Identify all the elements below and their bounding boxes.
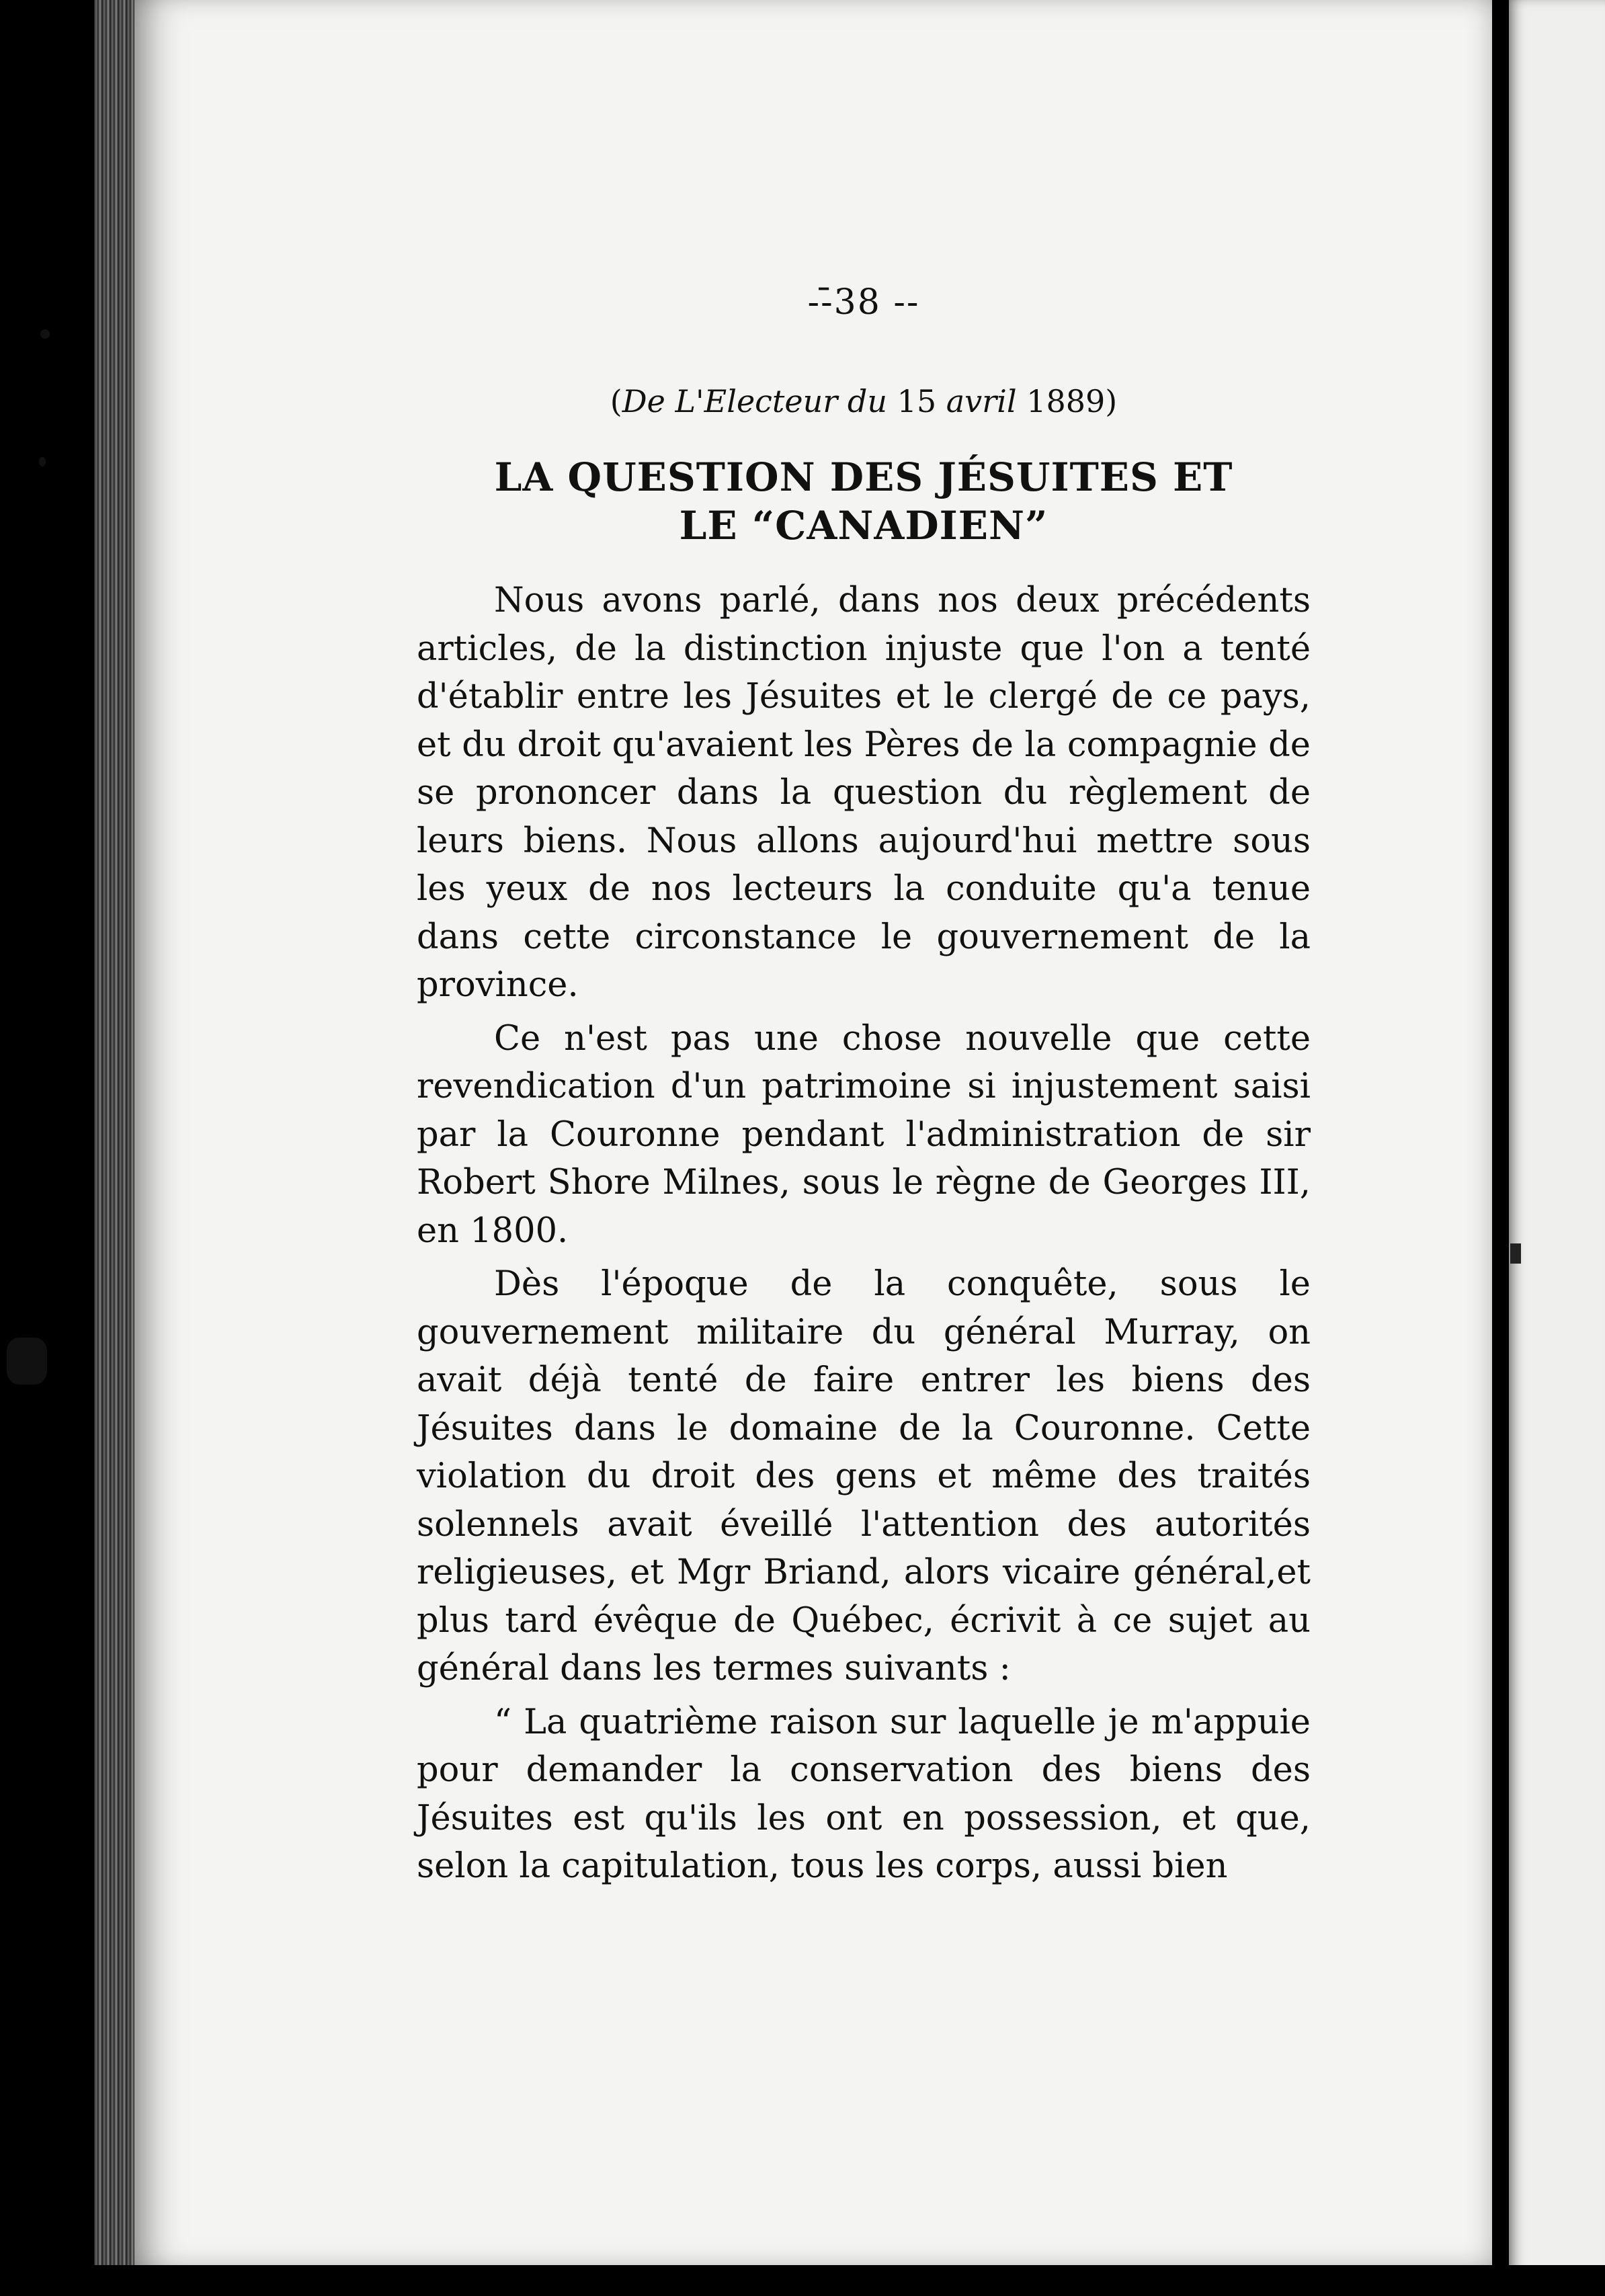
- page-number: --̄38 --: [807, 282, 920, 323]
- article-title-line-1: LA QUESTION DES JÉSUITES ET: [494, 454, 1233, 500]
- adjacent-page: [1509, 0, 1605, 2296]
- scan-speck: [39, 457, 46, 466]
- scan-speck: [40, 329, 50, 339]
- scan-speck: [7, 1338, 47, 1385]
- article-title-line-2: LE “CANADIEN”: [679, 503, 1048, 548]
- page-content: [417, 282, 1311, 1891]
- paragraph-3: Dès l'époque de la conquête, sous le gouvernement militaire du général Murray, on avait déjà tenté de faire entrer les biens des Jésuites dans le domaine de la Couronne. Cette violation du droit des gens et même des traités solennels avait éveillé l'attention des autorités religieuses, et Mgr Briand, alors vicaire général,et plus tard évêque de Québec, écrivit à ce sujet au général dans les termes suivants :: [417, 1264, 1311, 1688]
- article-title: [417, 453, 1311, 550]
- quoted-letter: “ La quatrième raison sur laquelle je m'appuie pour demander la conservation des biens des Jésuites est qu'ils les ont en possession, et que, selon la capitulation, tous les corps, aussi bien: [417, 1702, 1311, 1886]
- paragraph-2: Ce n'est pas une chose nouvelle que cette revendication d'un patrimoine si injustement saisi par la Couronne pendant l'administration de sir Robert Shore Milnes, sous le règne de Georges III, en 1800.: [417, 1018, 1311, 1251]
- paragraph-1: Nous avons parlé, dans nos deux précédents articles, de la distinction injuste que l'on a tenté d'établir entre les Jésuites et le clergé de ce pays, et du droit qu'avaient les Pères de la compagnie de se prononcer dans la question du règlement de leurs biens. Nous allons aujourd'hui mettre sous les yeux de nos lecteurs la conduite qu'a tenue dans cette circonstance le gouvernement de la province.: [417, 581, 1311, 1005]
- source-citation: (De L'Electeur du 15 avril 1889): [610, 383, 1118, 419]
- scan-border: [0, 2265, 1605, 2296]
